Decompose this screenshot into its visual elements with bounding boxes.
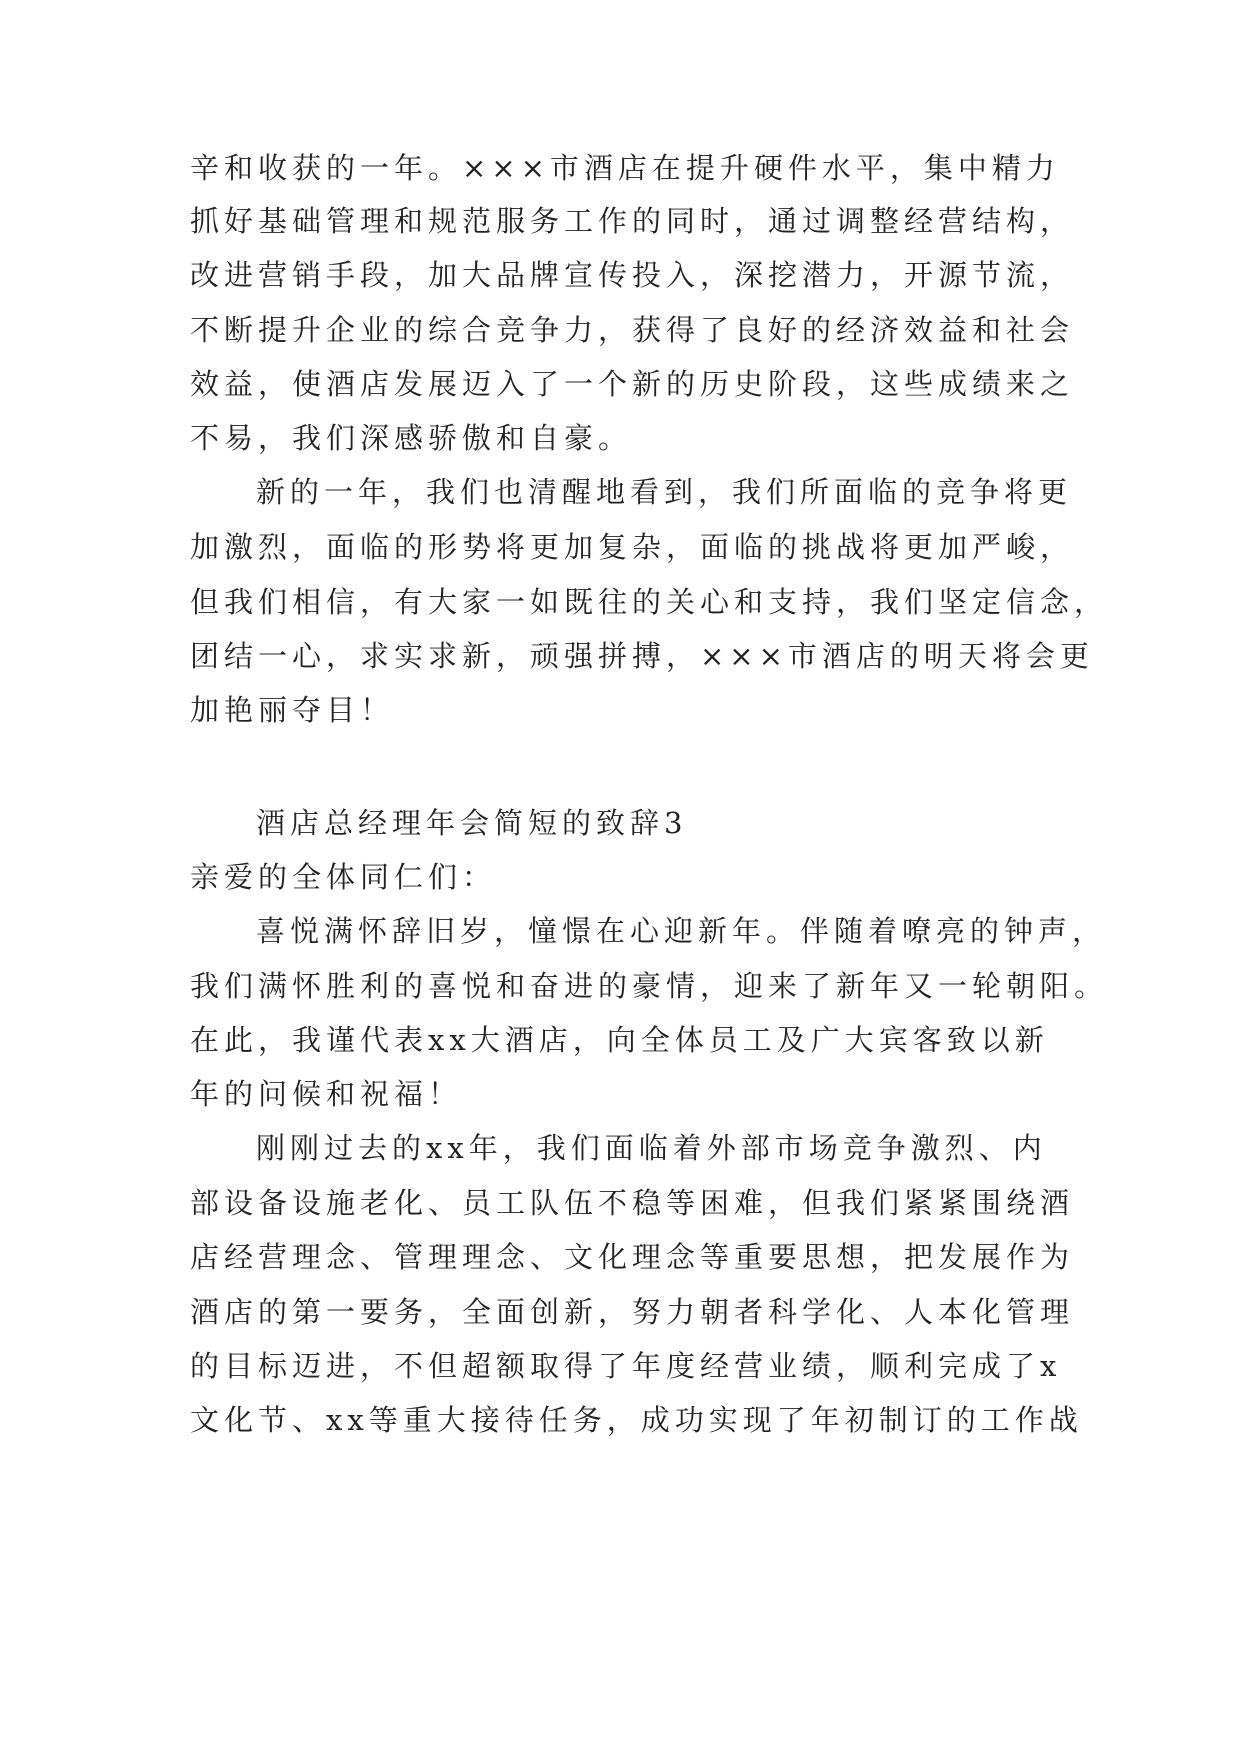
paragraph-line: 加艳丽夺目！ (190, 693, 395, 727)
paragraph-line: 喜悦满怀辞旧岁，憧憬在心迎新年。伴随着嘹亮的钟声， (256, 914, 1107, 948)
paragraph-line: 团结一心，求实求新，顽强拼搏，×××市酒店的明天将会更 (190, 639, 1094, 673)
paragraph-line: 的目标迈进，不但超额取得了年度经营业绩，顺利完成了x (190, 1349, 1062, 1383)
paragraph-line: 酒店的第一要务，全面创新，努力朝者科学化、人本化管理 (190, 1295, 1075, 1329)
paragraph-line: 但我们相信，有大家一如既往的关心和支持，我们坚定信念， (190, 585, 1109, 619)
paragraph-line: 新的一年，我们也清醒地看到，我们所面临的竞争将更 (256, 475, 1073, 509)
paragraph-line: 不易，我们深感骄傲和自豪。 (190, 421, 633, 455)
paragraph-line: 在此，我谨代表xx大酒店，向全体员工及广大宾客致以新 (190, 1023, 1049, 1057)
paragraph-line: 刚刚过去的xx年，我们面临着外部市场竞争激烈、内 (256, 1131, 1047, 1165)
paragraph-line: 改进营销手段，加大品牌宣传投入，深挖潜力，开源节流， (190, 258, 1075, 292)
paragraph-line: 文化节、xx等重大接待任务，成功实现了年初制订的工作战 (190, 1403, 1083, 1437)
paragraph-line: 我们满怀胜利的喜悦和奋进的豪情，迎来了新年又一轮朝阳。 (190, 969, 1109, 1003)
paragraph-line: 年的问候和祝福！ (190, 1077, 463, 1111)
paragraph-line: 加激烈，面临的形势将更加复杂，面临的挑战将更加严峻， (190, 530, 1075, 564)
paragraph-line: 辛和收获的一年。×××市酒店在提升硬件水平，集中精力 (190, 151, 1060, 185)
section-title: 酒店总经理年会简短的致辞3 (256, 806, 688, 840)
paragraph-line: 抓好基础管理和规范服务工作的同时，通过调整经营结构， (190, 204, 1075, 238)
paragraph-line: 店经营理念、管理理念、文化理念等重要思想，把发展作为 (190, 1240, 1075, 1274)
salutation: 亲爱的全体同仁们： (190, 860, 497, 894)
paragraph-line: 效益，使酒店发展迈入了一个新的历史阶段，这些成绩来之 (190, 367, 1075, 401)
paragraph-line: 部设备设施老化、员工队伍不稳等困难，但我们紧紧围绕酒 (190, 1186, 1075, 1220)
paragraph-line: 不断提升企业的综合竞争力，获得了良好的经济效益和社会 (190, 313, 1075, 347)
